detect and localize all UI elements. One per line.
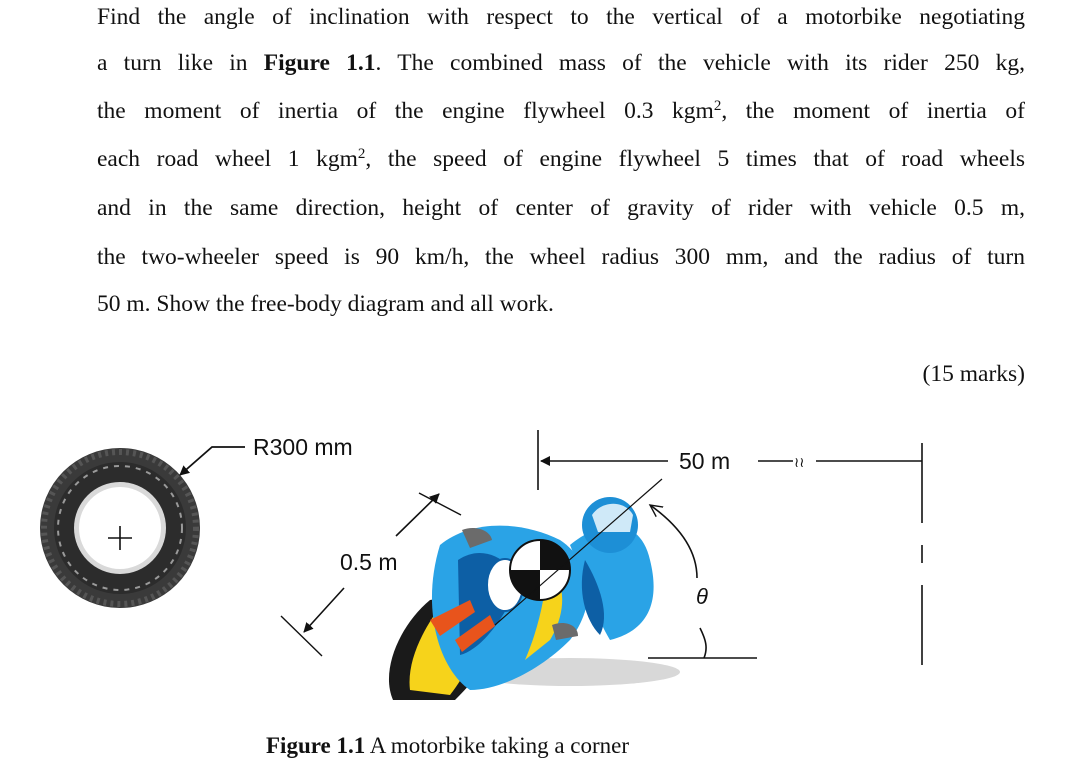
problem-line [97, 0, 1025, 34]
text-run: the two-wheeler speed is 90 km/h, the wheel radius 300 mm, and the radius of turn [97, 244, 1025, 270]
text-run: , the speed of engine flywheel 5 times that of road wheels [365, 146, 1026, 172]
height-label: 0.5 m [340, 549, 398, 575]
text-run: Find the angle of inclination with respect to the vertical of a motorbike negotiating [97, 4, 1025, 30]
problem-line [97, 142, 1025, 176]
problem-line [97, 94, 1025, 128]
problem-line [97, 191, 1025, 225]
text-run: a turn like in [97, 50, 264, 76]
text-run: , the moment of inertia of [721, 98, 1025, 124]
text-run: 50 m. Show the free-body diagram and all work. [97, 291, 554, 317]
figure-1-1 [0, 415, 1080, 730]
tire-illustration [40, 448, 200, 608]
figure-reference: Figure 1.1 [263, 50, 376, 76]
superscript: 2 [713, 98, 722, 114]
problem-line [97, 46, 1025, 80]
turn-radius-label: 50 m [679, 448, 731, 474]
figure-caption-text: A motorbike taking a corner [365, 733, 630, 758]
figure-caption [266, 729, 629, 763]
marks-label: (15 marks) [922, 361, 1025, 387]
problem-line [97, 240, 1025, 274]
figure-caption-number: Figure 1.1 [266, 733, 366, 758]
text-run: . The combined mass of the vehicle with its rider 250 kg, [375, 50, 1025, 76]
break-symbol: ≀≀ [794, 454, 805, 470]
text-run: each road wheel 1 kgm [97, 146, 358, 172]
superscript: 2 [357, 146, 366, 162]
radius-label: R300 mm [253, 434, 353, 460]
center-of-gravity-icon [510, 540, 570, 600]
problem-line [97, 287, 554, 321]
text-run: the moment of inertia of the engine flywheel 0.3 kgm [97, 98, 714, 124]
text-run: and in the same direction, height of center of gravity of rider with vehicle 0.5 m, [97, 195, 1025, 221]
angle-theta-label: θ [696, 584, 708, 609]
